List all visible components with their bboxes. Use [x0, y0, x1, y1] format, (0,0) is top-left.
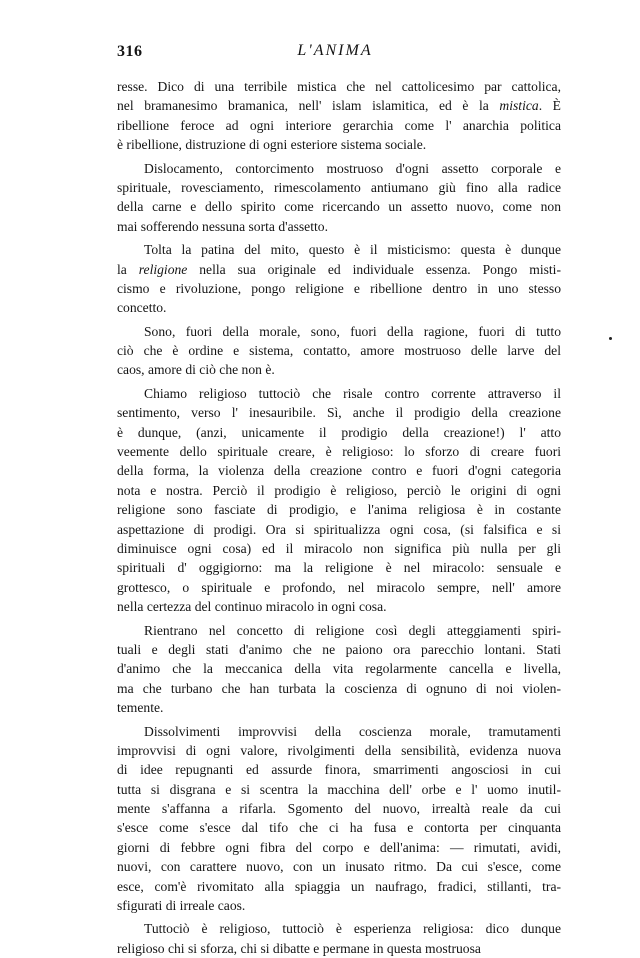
text-line: s'esce come s'esce dal tifo che ci ha fusa e contorta per cinquanta [117, 820, 561, 836]
text-line: nel bramanesimo bramanica, nell' islam islamitica, ed è la mistica. È [117, 98, 561, 114]
text-line: mente s'affanna a rifarla. Sgomento del nuovo, irrealtà reale da cui [117, 801, 561, 817]
text-line: diminuisce ogni cosa) ed il miracolo non significa più nulla per gli [117, 540, 561, 556]
paragraph [117, 77, 561, 155]
text-line: Rientrano nel concetto di religione così degli atteggiamenti spiri- [144, 622, 561, 638]
text-line: giorni di febbre ogni fibra del corpo e dell'anima: — rimutati, avidi, [117, 839, 561, 855]
paragraph [117, 240, 561, 318]
text-line: cismo e rivoluzione, pongo religione e ribellione dentro in uno stesso [117, 280, 561, 296]
text-line: sfigurati di irreale caos. [117, 898, 246, 914]
paragraph [117, 384, 561, 617]
text-line: Tolta la patina del mito, questo è il misticismo: questa è dunque [144, 242, 561, 258]
text-line: è ribellione, distruzione di ogni esteriore sistema sociale. [117, 137, 427, 153]
text-line: nuovi, con carattere nuovo, con un inusato ritmo. Da cui s'esce, come [117, 859, 561, 875]
text-line: nota e nostra. Perciò il prodigio è religioso, perciò le origini di ogni [117, 482, 561, 498]
text-line: tutta si disgrana e si scentra la macchina dell' orbe e l' uomo inutil- [117, 781, 561, 797]
text-line: religione sono fasciate di prodigio, e l'anima religiosa è in costante [117, 502, 561, 518]
text-line: veemente dello spirituale creare, è religioso: lo sforzo di creare fuori [117, 444, 561, 460]
text-line: grottesco, o spirituale e profondo, nel miracolo sempre, nell' amore [117, 579, 561, 595]
stray-mark [609, 337, 612, 340]
emphasis: religione [138, 261, 188, 277]
running-head: L'ANIMA [297, 42, 373, 59]
text-line: concetto. [117, 300, 167, 316]
text-line: nella certezza del continuo miracolo in ogni cosa. [117, 599, 387, 615]
text-line: Dislocamento, contorcimento mostruoso d'ogni assetto corporale e [144, 160, 561, 176]
paragraph [117, 919, 561, 958]
text-line: di idee repugnanti ed assurde finora, smarrimenti angosciosi in cui [117, 762, 561, 778]
text-line: spirituali d' oggigiorno: ma la religione è nel miracolo: sensuale e [117, 560, 561, 576]
text-line: ma che turbano che han turbata la coscienza di ognuno di noi violen- [117, 680, 561, 696]
text-line: Sono, fuori della morale, sono, fuori della ragione, fuori di tutto [144, 323, 561, 339]
paragraph [117, 159, 561, 237]
text-line: religioso chi si sforza, chi si dibatte e permane in questa mostruosa [117, 940, 481, 956]
text-line: spirituale, rovesciamento, rimescolamento antiumano giù fino alla radice [117, 179, 561, 195]
text-line: resse. Dico di una terribile mistica che nel cattolicesimo par cattolica, [117, 79, 561, 94]
text-line: temente. [117, 700, 164, 716]
text-line: la religione nella sua originale ed individuale essenza. Pongo misti- [117, 261, 561, 277]
text-line: della forma, la violenza della creazione contro e fuori d'ogni categoria [117, 463, 561, 479]
text-line: è dunque, (anzi, unicamente il prodigio della creazione!) l' atto [117, 424, 561, 440]
paragraph [117, 322, 561, 380]
text-line: esce, com'è rivomitato alla spiaggia un naufrago, fradici, stillanti, tra- [117, 878, 561, 894]
text-line: ribellione feroce ad ogni interiore gerarchia come l' anarchia politica [117, 117, 561, 133]
text-line: Chiamo religioso tuttociò che risale contro corrente attraverso il [144, 385, 561, 401]
text-line: ciò che è ordine e sistema, contatto, amore mostruoso delle larve del [117, 343, 561, 359]
text-line: d'animo che la meccanica della vita regolarmente cancella e livella, [117, 661, 561, 677]
text-line: caos, amore di ciò che non è. [117, 362, 275, 378]
text-line: Dissolvimenti improvvisi della coscienza morale, tramutamenti [144, 723, 561, 739]
text-line: sentimento, verso l' inesauribile. Sì, anche il prodigio della creazione [117, 405, 561, 421]
text-line: improvvisi di ogni valore, rivolgimenti della sensibilità, evidenza nuova [117, 742, 561, 758]
paragraph [117, 621, 561, 718]
text-line: tuali e degli stati d'animo che ne paiono ora parecchio lontani. Stati [117, 641, 561, 657]
text-line: mai sofferendo nessuna sorta d'assetto. [117, 218, 328, 234]
page-number: 316 [117, 43, 143, 60]
text-line: della carne e dello spirito come ricercando un assetto nuovo, come non [117, 199, 561, 215]
body-text [117, 77, 561, 958]
emphasis: mistica [499, 98, 539, 114]
text-line: aspettazione di prodigi. Ora si spiritualizza ogni cosa, (si falsifica e si [117, 521, 561, 537]
text-line: Tuttociò è religioso, tuttociò è esperienza religiosa: dico dunque [144, 921, 561, 937]
paragraph [117, 722, 561, 916]
